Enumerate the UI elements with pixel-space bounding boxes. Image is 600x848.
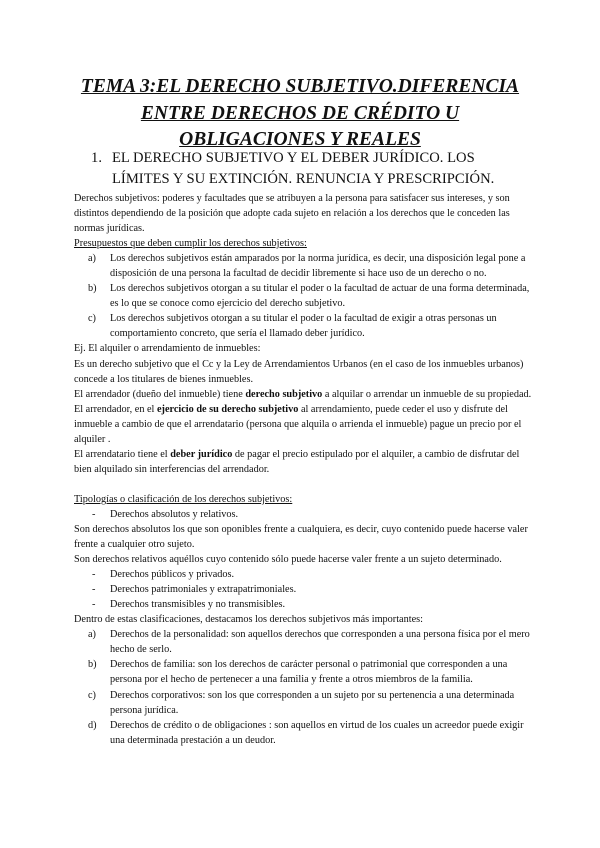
list-item: d) Derechos de crédito o de obligaciones : son aquellos en virtud de los cuales un acreedor puede exigir una determinada prestación a un deudor. — [88, 719, 524, 746]
list-item: - Derechos patrimoniales y extrapatrimoniales. — [92, 584, 297, 596]
example-paragraph-1: Es un derecho subjetivo que el Cc y la Ley de Arrendamientos Urbanos (en el caso de los inmuebles urbanos) concede a los titulares de bienes inmuebles. — [74, 358, 524, 385]
paragraph-spacer — [74, 477, 536, 492]
importantes-list — [74, 627, 536, 747]
title-line-1: TEMA 3:EL DERECHO SUBJETIVO.DIFERENCIA — [80, 76, 520, 97]
example-paragraph-4: El arrendatario tiene el deber jurídico de pagar el precio estipulado por el alquiler, a cambio de disfrutar del bien alquilado sin interferencias del arrendador. — [74, 448, 520, 475]
list-item: b) Los derechos subjetivos otorgan a su titular el poder o la facultad de actuar de una forma determinada, es lo que se conoce como ejercicio del derecho subjetivo. — [88, 283, 530, 310]
example-heading: Ej. El alquiler o arrendamiento de inmuebles: — [74, 343, 261, 355]
section-heading — [93, 148, 553, 190]
list-item: b) Derechos de familia: son los derechos de carácter personal o patrimonial que corresponden a una persona por el hecho de pertenecer a una familia y frente a otros miembros de la familia. — [88, 659, 508, 686]
title-line-3: OBLIGACIONES Y REALES — [179, 129, 421, 150]
list-item: - Derechos absolutos y relativos. — [92, 508, 239, 520]
list-item: - Derechos públicos y privados. — [92, 569, 235, 581]
absolutos-paragraph: Son derechos absolutos los que son oponibles frente a cualquiera, es decir, cuyo contenido puede hacerse valer frente a cualquier otro sujeto. — [74, 523, 528, 551]
list-item: a) Los derechos subjetivos están amparados por la norma jurídica, es decir, una disposición legal pone a disposición de una persona la facultad de decidir libremente si hace uso de un derecho o no. — [88, 253, 526, 280]
derechos-definition: Derechos subjetivos: poderes y facultades que se atribuyen a la persona para satisfacer sus intereses, y son distintos dependiendo de la posición que adopte cada sujeto en relación a los derechos que le conceden las normas jurídicas. — [74, 193, 510, 235]
tipologias-list-1 — [74, 507, 536, 522]
document-title — [60, 74, 540, 154]
list-item: c) Los derechos subjetivos otorgan a su titular el poder o la facultad de exigir a otras personas un comportamiento concreto, que sería el llamado deber jurídico. — [88, 313, 497, 340]
example-paragraph-2: El arrendador (dueño del inmueble) tiene derecho subjetivo a alquilar o arrendar un inmueble de su propiedad. — [74, 388, 532, 400]
presupuestos-list — [74, 251, 536, 341]
title-line-2: ENTRE DERECHOS DE CRÉDITO U — [140, 102, 460, 124]
tipologias-list-2 — [74, 567, 536, 612]
document-body — [74, 191, 536, 748]
relativos-paragraph: Son derechos relativos aquéllos cuyo contenido sólo puede hacerse valer frente a un sujeto determinado. — [74, 554, 502, 566]
list-item: - Derechos transmisibles y no transmisibles. — [92, 599, 286, 611]
section-heading-line-2: LÍMITES Y SU EXTINCIÓN. RENUNCIA Y PRESCRIPCIÓN. — [112, 171, 495, 187]
section-number: 1. — [91, 150, 102, 166]
list-item: c) Derechos corporativos: son los que corresponden a un sujeto por su pertenencia a una determinada persona jurídica. — [88, 689, 515, 716]
list-item: a) Derechos de la personalidad: son aquellos derechos que corresponden a una persona física por el mero hecho de serlo. — [88, 629, 530, 656]
section-heading-line-1: EL DERECHO SUBJETIVO Y EL DEBER JURÍDICO. LOS — [112, 150, 475, 166]
presupuestos-heading: Presupuestos que deben cumplir los derechos subjetivos: — [74, 238, 307, 250]
dentro-paragraph: Dentro de estas clasificaciones, destacamos los derechos subjetivos más importantes: — [74, 614, 423, 626]
example-paragraph-3: El arrendador, en el ejercicio de su derecho subjetivo al arrendamiento, puede ceder el uso y disfrute del inmueble a cambio de que el arrendatario (persona que alquila o arrienda el inmueble) pague un precio por el alquiler . — [74, 403, 522, 445]
tipologias-heading: Tipologías o clasificación de los derechos subjetivos: — [74, 493, 293, 505]
